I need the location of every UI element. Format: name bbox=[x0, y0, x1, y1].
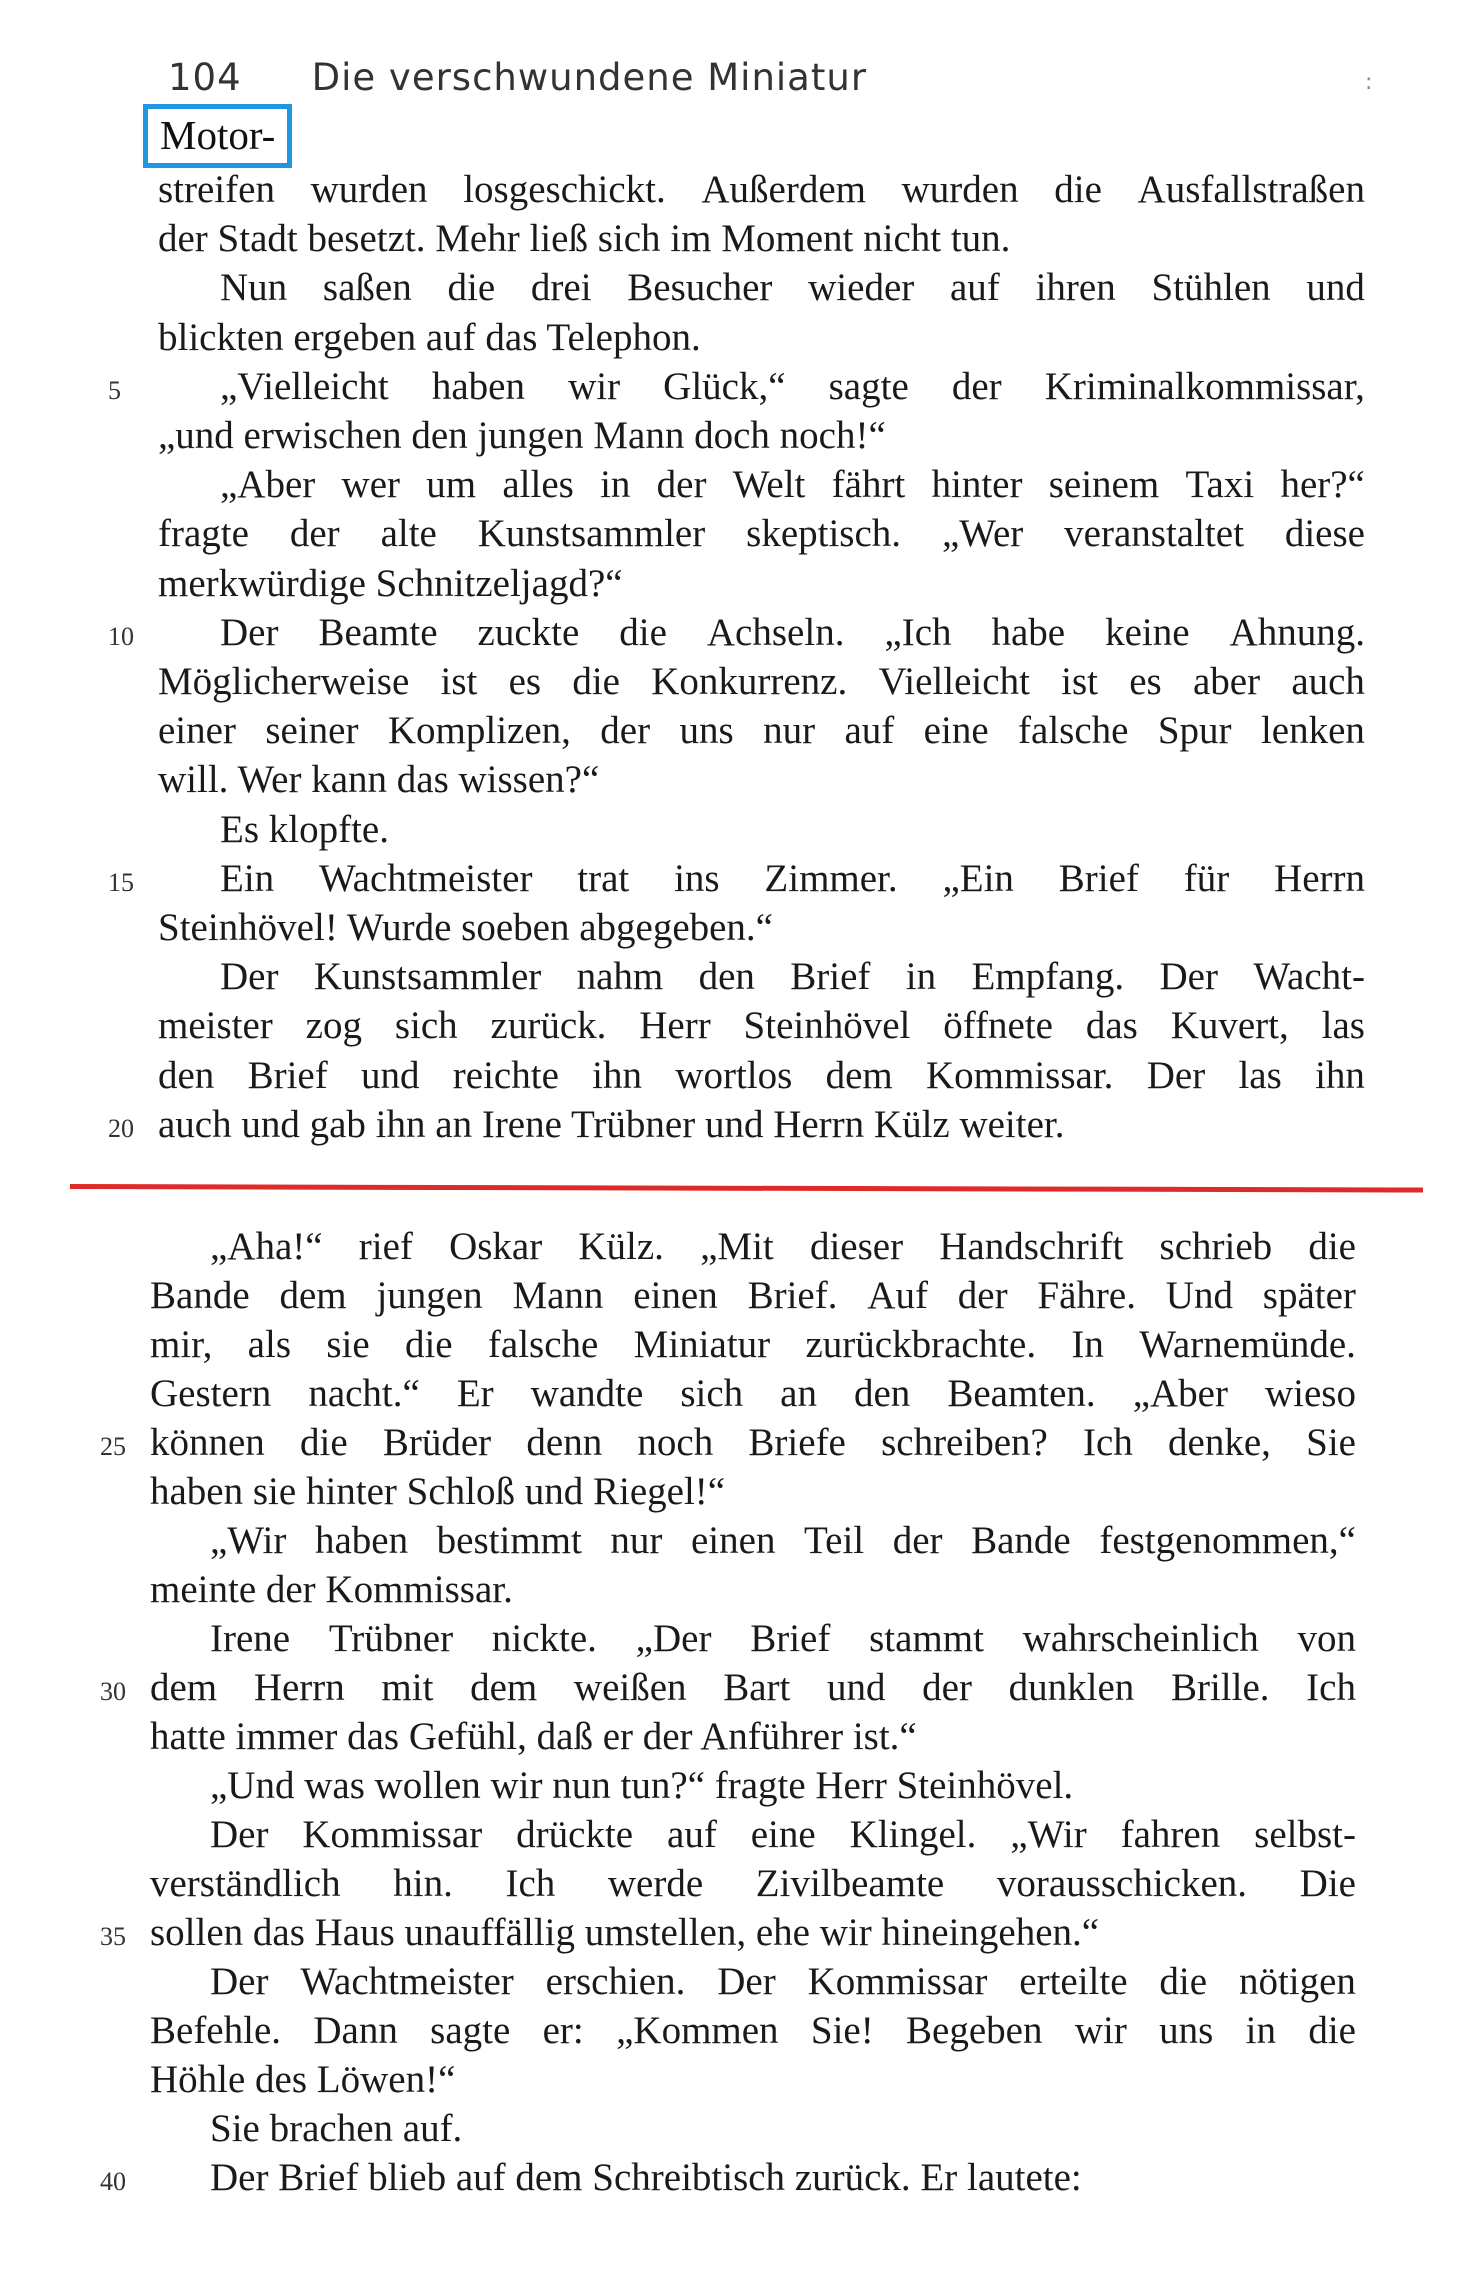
text-line: „Vielleicht haben wir Glück,“ sagte der Kriminalkommissar, bbox=[220, 364, 1365, 408]
text-line: Der Beamte zuckte die Achseln. „Ich habe keine Ahnung. bbox=[220, 610, 1365, 654]
line-number: 30 bbox=[100, 1677, 126, 1706]
text-line: auch und gab ihn an Irene Trübner und Herrn Külz weiter. bbox=[158, 1102, 1065, 1146]
text-line: Ein Wachtmeister trat ins Zimmer. „Ein Brief für Herrn bbox=[220, 856, 1365, 900]
text-line: Der Kommissar drückte auf eine Klingel. „Wir fahren selbst- bbox=[210, 1813, 1356, 1856]
text-line: Höhle des Löwen!“ bbox=[150, 2058, 456, 2101]
text-line: merkwürdige Schnitzeljagd?“ bbox=[158, 561, 623, 605]
text-line: der Stadt besetzt. Mehr ließ sich im Moment nicht tun. bbox=[158, 217, 1011, 261]
text-line: „Wir haben bestimmt nur einen Teil der Bande festgenommen,“ bbox=[210, 1519, 1356, 1562]
text-line: sollen das Haus unauffällig umstellen, ehe wir hineingehen.“ bbox=[150, 1911, 1100, 1954]
page-header bbox=[168, 56, 867, 99]
margin-mark: : bbox=[1365, 70, 1373, 95]
text-line: Sie brachen auf. bbox=[210, 2107, 463, 2150]
text-line: können die Brüder denn noch Briefe schreiben? Ich denke, Sie bbox=[150, 1421, 1356, 1464]
line-number: 40 bbox=[100, 2167, 126, 2196]
text-line: „und erwischen den jungen Mann doch noch!“ bbox=[158, 414, 886, 457]
text-line: verständlich hin. Ich werde Zivilbeamte vorausschicken. Die bbox=[150, 1862, 1356, 1905]
running-title: Die verschwundene Miniatur bbox=[311, 56, 868, 99]
text-line: Irene Trübner nickte. „Der Brief stammt wahrscheinlich von bbox=[210, 1617, 1356, 1660]
text-line: „Und was wollen wir nun tun?“ fragte Herr Steinhövel. bbox=[210, 1764, 1074, 1807]
text-line: einer seiner Komplizen, der uns nur auf eine falsche Spur lenken bbox=[158, 709, 1365, 753]
text-line: fragte der alte Kunstsammler skeptisch. „Wer veranstaltet diese bbox=[158, 512, 1365, 556]
text-line: mir, als sie die falsche Miniatur zurückbrachte. In Warnemünde. bbox=[150, 1323, 1356, 1366]
text-line: „Aber wer um alles in der Welt fährt hinter seinem Taxi her?“ bbox=[220, 463, 1365, 507]
text-line: dem Herrn mit dem weißen Bart und der dunklen Brille. Ich bbox=[150, 1666, 1356, 1709]
line-number: 20 bbox=[108, 1113, 134, 1143]
text-line: Steinhövel! Wurde soeben abgegeben.“ bbox=[158, 906, 773, 949]
text-line: Möglicherweise ist es die Konkurrenz. Vielleicht ist es aber auch bbox=[158, 660, 1365, 703]
line-number: 35 bbox=[100, 1922, 126, 1951]
section-divider bbox=[70, 1184, 1423, 1193]
text-line: Es klopfte. bbox=[220, 807, 389, 851]
text-line: Befehle. Dann sagte er: „Kommen Sie! Begeben wir uns in die bbox=[150, 2009, 1356, 2052]
text-line: hatte immer das Gefühl, daß er der Anführer ist.“ bbox=[150, 1715, 917, 1758]
text-line: blickten ergeben auf das Telephon. bbox=[158, 315, 701, 359]
highlighted-word-box[interactable] bbox=[143, 104, 292, 168]
line-number: 15 bbox=[108, 867, 134, 897]
text-line: haben sie hinter Schloß und Riegel!“ bbox=[150, 1470, 726, 1513]
text-line: Gestern nacht.“ Er wandte sich an den Beamten. „Aber wieso bbox=[150, 1372, 1356, 1415]
text-line: meinte der Kommissar. bbox=[150, 1568, 513, 1611]
line-number: 5 bbox=[108, 375, 121, 405]
page-number: 104 bbox=[168, 56, 242, 99]
line-number: 25 bbox=[100, 1432, 126, 1461]
text-line: Nun saßen die drei Besucher wieder auf ihren Stühlen und bbox=[220, 266, 1365, 310]
text-line: den Brief und reichte ihn wortlos dem Kommissar. Der las ihn bbox=[158, 1053, 1365, 1097]
text-line: „Aha!“ rief Oskar Külz. „Mit dieser Handschrift schrieb die bbox=[210, 1225, 1356, 1268]
line-number: 10 bbox=[108, 621, 134, 651]
text-line: Der Brief blieb auf dem Schreibtisch zurück. Er lautete: bbox=[210, 2156, 1082, 2199]
text-line: Der Wachtmeister erschien. Der Kommissar erteilte die nötigen bbox=[210, 1960, 1356, 2003]
text-line: Der Kunstsammler nahm den Brief in Empfang. Der Wacht- bbox=[220, 955, 1365, 999]
text-line: streifen wurden losgeschickt. Außerdem wurden die Ausfallstraßen bbox=[158, 168, 1365, 211]
text-line: will. Wer kann das wissen?“ bbox=[158, 758, 600, 802]
highlighted-word: Motor- bbox=[160, 112, 276, 158]
text-line: Bande dem jungen Mann einen Brief. Auf der Fähre. Und später bbox=[150, 1274, 1356, 1317]
text-line: meister zog sich zurück. Herr Steinhövel öffnete das Kuvert, las bbox=[158, 1004, 1365, 1048]
